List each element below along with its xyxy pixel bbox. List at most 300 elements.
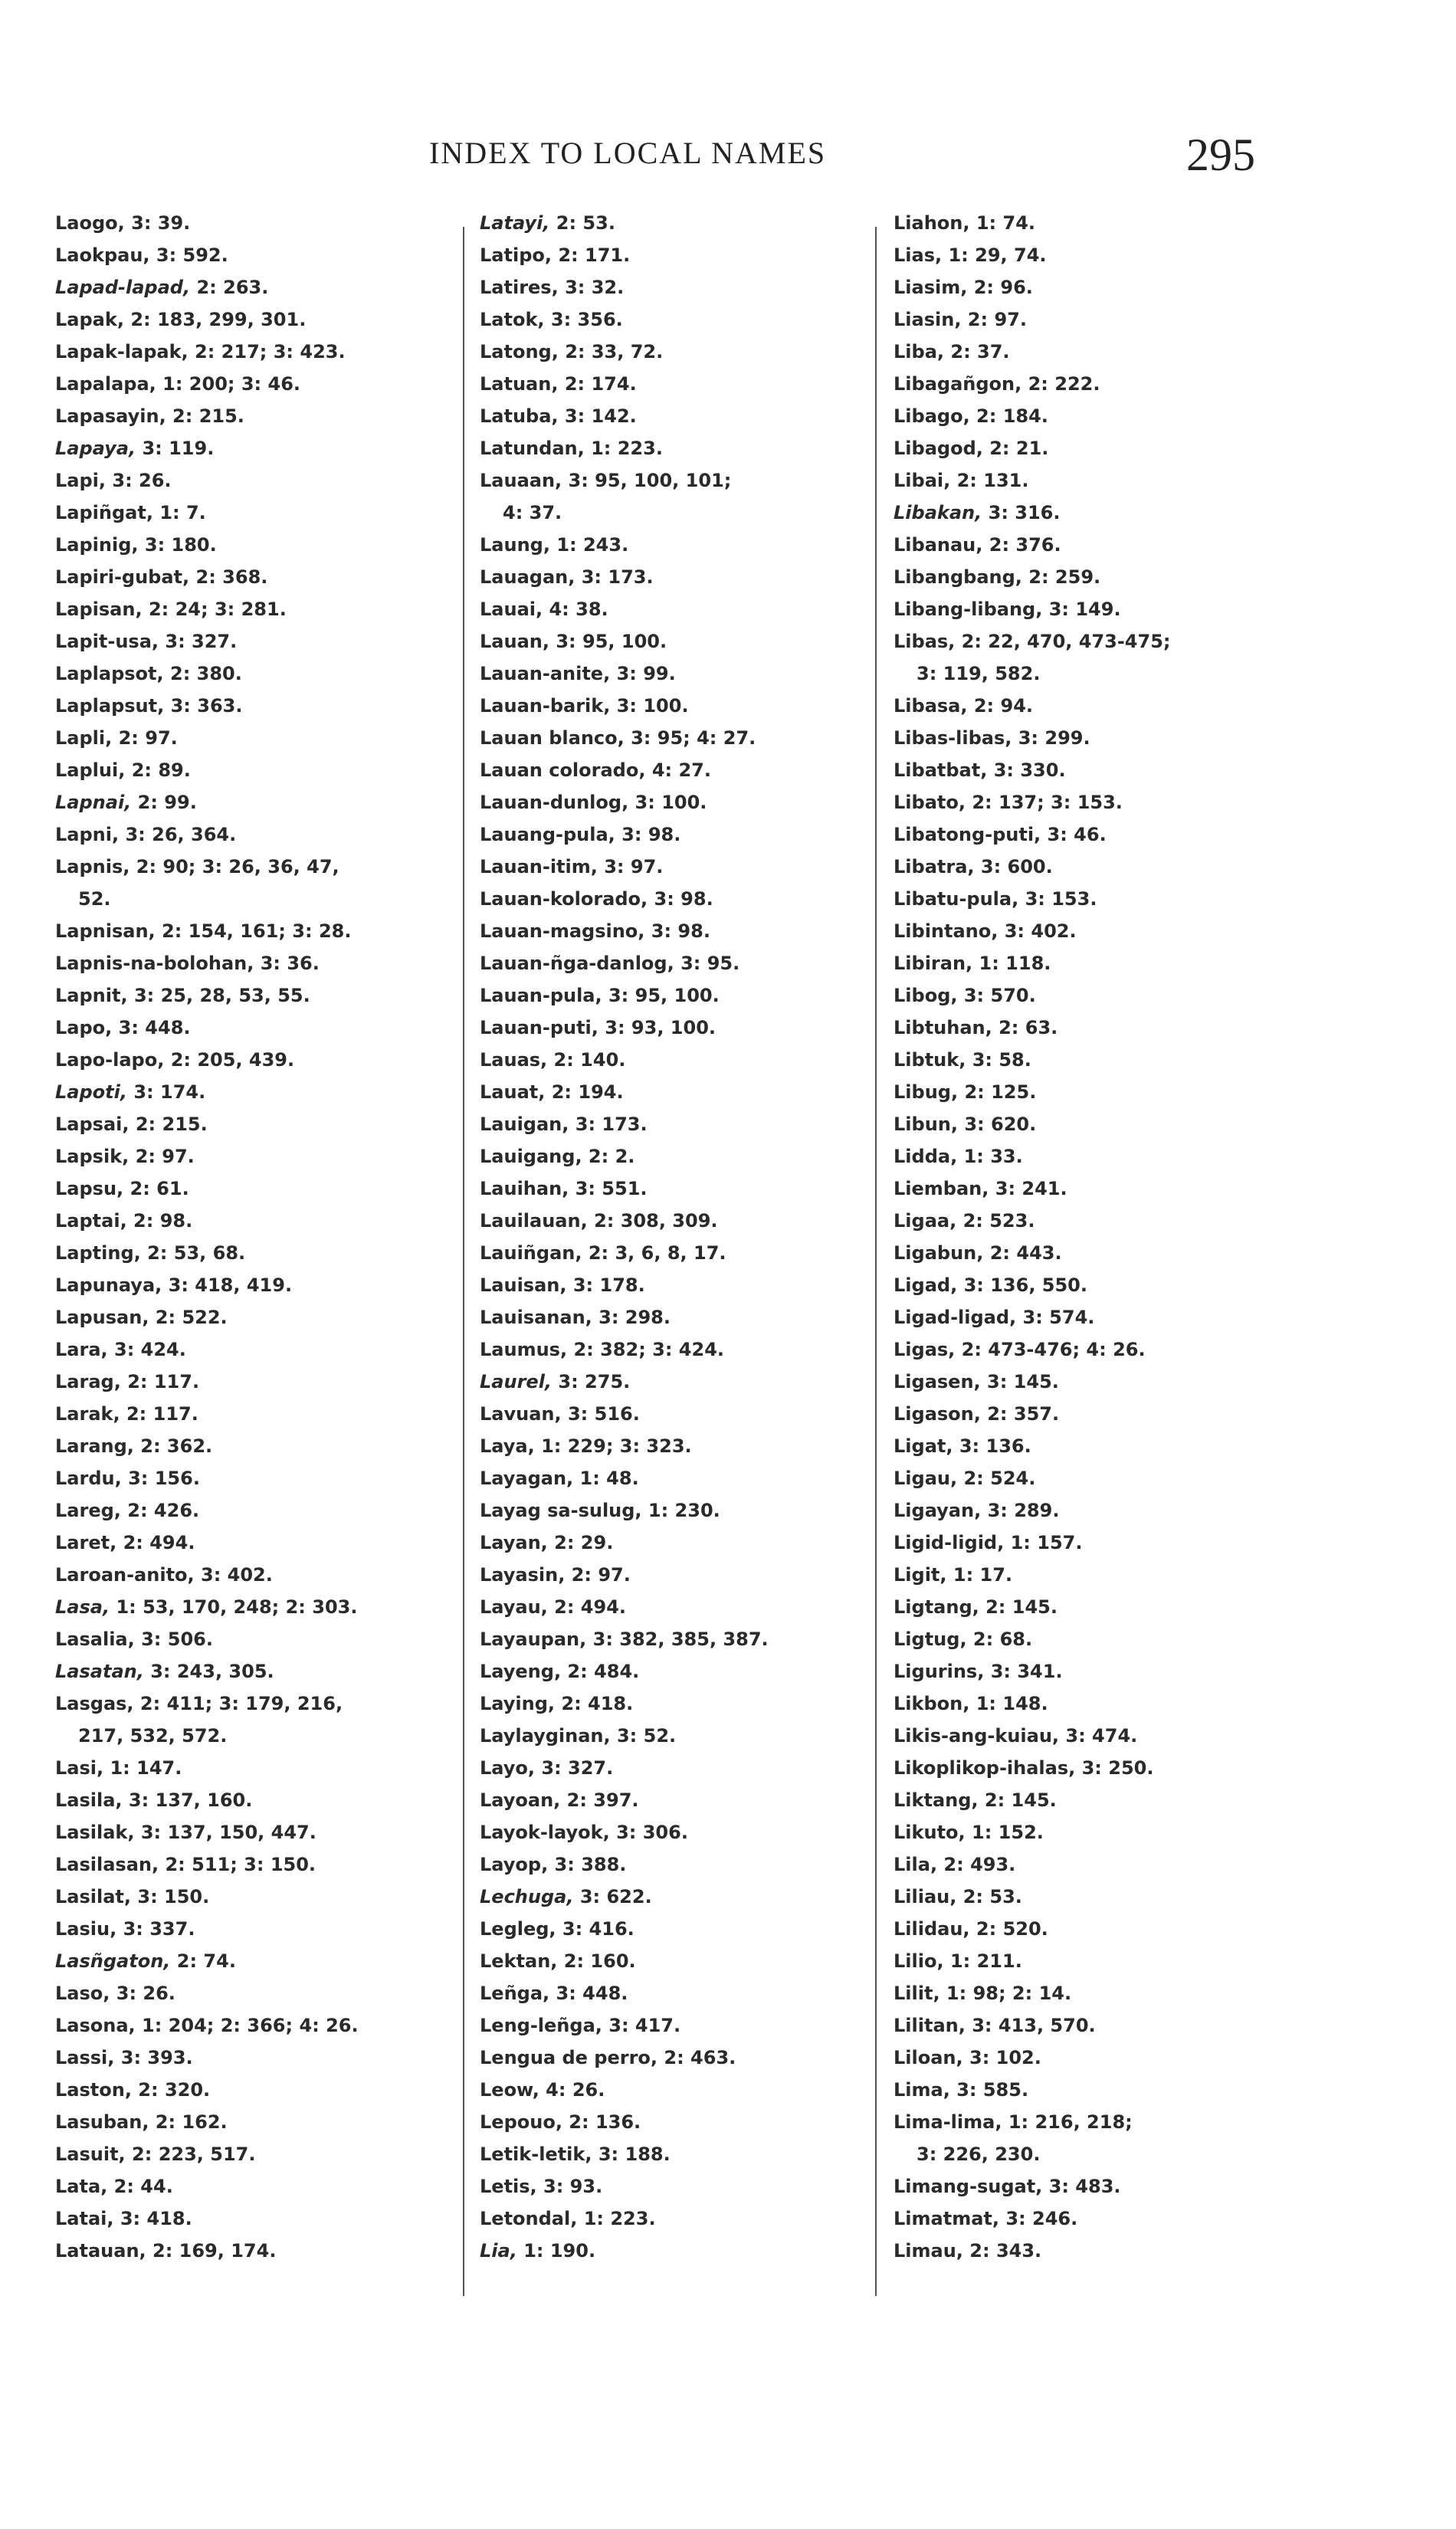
index-entry [894, 979, 1323, 1012]
entry-name: Larak, [55, 1403, 120, 1425]
index-entry [480, 1044, 863, 1076]
entry-name: Libtuk, [894, 1049, 966, 1071]
index-entry [894, 1366, 1323, 1398]
entry-name: Laung, [480, 534, 550, 556]
entry-references: 1: 200; 3: 46. [162, 373, 301, 395]
entry-references: 2: 22, 470, 473-475; [961, 631, 1171, 652]
index-entry [480, 529, 863, 561]
entry-references: 2: 171. [558, 244, 631, 266]
entry-name: Leow, [480, 2079, 539, 2101]
entry-references: 3: 98. [651, 920, 710, 942]
index-entry [894, 915, 1323, 947]
entry-name: Libang-libang, [894, 599, 1043, 620]
entry-references: 2: 418. [561, 1693, 634, 1714]
index-entry [55, 593, 438, 625]
index-entry [894, 2170, 1323, 2203]
index-entry [55, 271, 438, 303]
index-entry [55, 979, 438, 1012]
index-entry [55, 1108, 438, 1140]
index-entry [55, 529, 438, 561]
entry-references: 3: 173. [581, 566, 654, 588]
entry-name: Lektan, [480, 1950, 558, 1972]
index-entry [55, 1977, 438, 2009]
entry-name: Libun, [894, 1114, 958, 1135]
entry-references: 2: 343. [969, 2240, 1042, 2262]
index-entry [55, 915, 438, 947]
entry-references: 3: 620. [964, 1114, 1037, 1135]
entry-references: 3: 93, 100. [605, 1017, 717, 1038]
index-entry [480, 207, 863, 239]
entry-name: Lapiri-gubat, [55, 566, 190, 588]
entry-references: 1: 148. [976, 1693, 1048, 1714]
index-entry [55, 207, 438, 239]
index-entry [480, 1623, 863, 1655]
entry-references: 3: 363. [170, 695, 243, 717]
entry-references: 3: 52. [616, 1725, 677, 1747]
entry-name: Layop, [480, 1854, 549, 1875]
entry-name: Lapiñgat, [55, 502, 153, 523]
index-entry [55, 690, 438, 722]
entry-name: Lasilasan, [55, 1854, 159, 1875]
index-entry [894, 1237, 1323, 1269]
index-column-3 [894, 207, 1323, 2267]
entry-references: 2: 524. [963, 1468, 1036, 1489]
entry-name: Latires, [480, 277, 559, 298]
entry-references: 3: 418. [120, 2208, 192, 2229]
index-entry [894, 271, 1323, 303]
entry-references: 2: 320. [138, 2079, 211, 2101]
entry-references: 2: 222. [1028, 373, 1100, 395]
entry-references: 2: 94. [973, 695, 1034, 717]
index-entry [55, 1688, 438, 1752]
entry-references: 3: 100. [616, 695, 689, 717]
entry-references: 3: 246. [1005, 2208, 1078, 2229]
entry-name: Leng-leñga, [480, 2015, 602, 2036]
entry-name: Ligau, [894, 1468, 958, 1489]
entry-name: Laokpau, [55, 244, 150, 266]
index-entry [480, 2138, 863, 2170]
entry-references: 2: 426. [127, 1500, 200, 1521]
entry-references: 2: 68. [972, 1629, 1033, 1650]
entry-references: 3: 174. [133, 1081, 206, 1103]
entry-references: 1: 53, 170, 248; 2: 303. [116, 1596, 358, 1618]
entry-references: 1: 190. [523, 2240, 596, 2262]
entry-name: Leñga, [480, 1983, 550, 2004]
index-entry [480, 658, 863, 690]
entry-references: 2: 169, 174. [152, 2240, 277, 2262]
index-entry [55, 1494, 438, 1527]
entry-references-continued: 4: 37. [503, 502, 562, 523]
entry-references: 2: 520. [976, 1918, 1048, 1940]
entry-name: Lapalapa, [55, 373, 156, 395]
entry-name: Ligurins, [894, 1661, 985, 1682]
index-entry [55, 1301, 438, 1333]
entry-references-continued: 3: 119, 582. [917, 663, 1041, 684]
index-entry [894, 1655, 1323, 1688]
index-entry [480, 368, 863, 400]
entry-references: 1: 223. [591, 438, 663, 459]
index-entry [55, 1140, 438, 1173]
index-entry [55, 1044, 438, 1076]
entry-name: Liasim, [894, 277, 968, 298]
index-entry [55, 1205, 438, 1237]
index-entry [480, 1012, 863, 1044]
entry-references: 1: 7. [159, 502, 206, 523]
index-entry [480, 1430, 863, 1462]
entry-name: Letis, [480, 2176, 537, 2197]
entry-references: 2: 443. [989, 1242, 1062, 1264]
entry-name: Lauigang, [480, 1146, 582, 1167]
entry-references: 3: 474. [1065, 1725, 1138, 1747]
entry-references: 2: 145. [985, 1596, 1058, 1618]
entry-references: 3: 142. [564, 405, 637, 427]
entry-references: 3: 574. [1022, 1307, 1095, 1328]
index-entry [55, 786, 438, 818]
index-entry [480, 1237, 863, 1269]
index-entry [480, 1655, 863, 1688]
entry-name: Libas-libas, [894, 727, 1012, 749]
entry-name: Lasalia, [55, 1629, 135, 1650]
entry-name: Lapak, [55, 309, 124, 330]
index-entry [894, 497, 1323, 529]
entry-name: Ligtang, [894, 1596, 979, 1618]
page-number: 295 [1186, 130, 1255, 180]
index-entry [55, 303, 438, 336]
entry-name: Laplapsut, [55, 695, 165, 717]
entry-references: 3: 316. [988, 502, 1061, 523]
index-entry [55, 1366, 438, 1398]
entry-references: 2: 493. [943, 1854, 1016, 1875]
entry-name: Lilit, [894, 1983, 940, 2004]
entry-references: 2: 61. [130, 1178, 189, 1199]
index-entry [55, 1462, 438, 1494]
entry-name: Lauan-pula, [480, 985, 602, 1006]
index-entry [480, 336, 863, 368]
index-entry [480, 786, 863, 818]
entry-references-continued: 217, 532, 572. [78, 1725, 228, 1747]
index-entry [894, 1012, 1323, 1044]
entry-name: Lapinig, [55, 534, 139, 556]
index-entry [894, 1977, 1323, 2009]
index-entry [480, 722, 863, 754]
entry-name: Lechuga, [480, 1886, 574, 1907]
entry-references: 3: 156. [128, 1468, 200, 1489]
entry-references: 2: 145. [984, 1789, 1057, 1811]
entry-references: 2: 362. [140, 1435, 213, 1457]
index-entry [55, 1398, 438, 1430]
entry-name: Libatbat, [894, 759, 988, 781]
entry-references: 3: 102. [969, 2047, 1041, 2068]
entry-references: 3: 100. [635, 792, 707, 813]
entry-name: Layaupan, [480, 1629, 587, 1650]
entry-name: Lassi, [55, 2047, 115, 2068]
entry-name: Ligasen, [894, 1371, 981, 1392]
index-entry [55, 336, 438, 368]
index-entry [480, 303, 863, 336]
entry-references: 1: 118. [979, 953, 1051, 974]
entry-name: Lasiu, [55, 1918, 117, 1940]
entry-references: 3: 58. [972, 1049, 1031, 1071]
entry-name: Layo, [480, 1757, 535, 1779]
entry-references: 3: 149. [1048, 599, 1121, 620]
index-entry [894, 2074, 1323, 2106]
entry-references: 2: 117. [126, 1403, 198, 1425]
index-entry [894, 1044, 1323, 1076]
entry-name: Liba, [894, 341, 945, 362]
index-entry [55, 239, 438, 271]
index-entry [480, 754, 863, 786]
entry-references: 3: 289. [987, 1500, 1060, 1521]
index-entry [55, 2235, 438, 2267]
index-entry [480, 239, 863, 271]
index-entry [894, 818, 1323, 851]
entry-references: 2: 2. [588, 1146, 635, 1167]
index-entry [480, 1945, 863, 1977]
entry-references: 2: 215. [135, 1114, 208, 1135]
entry-references: 1: 204; 2: 366; 4: 26. [142, 2015, 359, 2036]
entry-references: 2: 131. [956, 470, 1029, 491]
entry-references: 2: 24; 3: 281. [148, 599, 287, 620]
entry-references: 3: 551. [575, 1178, 648, 1199]
entry-references-continued: 3: 226, 230. [917, 2144, 1041, 2165]
entry-references: 3: 153. [1025, 888, 1097, 910]
index-entry [894, 2203, 1323, 2235]
entry-name: Lauagan, [480, 566, 576, 588]
entry-references: 3: 95. [680, 953, 740, 974]
entry-name: Likuto, [894, 1822, 966, 1843]
index-entry [894, 1623, 1323, 1655]
entry-name: Lareg, [55, 1500, 121, 1521]
entry-name: Legleg, [480, 1918, 556, 1940]
entry-name: Lapni, [55, 824, 120, 845]
index-entry [55, 2203, 438, 2235]
entry-name: Layok-layok, [480, 1822, 610, 1843]
entry-name: Lauisanan, [480, 1307, 592, 1328]
index-entry [480, 400, 863, 432]
entry-references: 2: 382; 3: 424. [573, 1339, 725, 1360]
entry-references: 1: 74. [976, 212, 1036, 234]
index-entry [894, 1720, 1323, 1752]
entry-name: Libtuhan, [894, 1017, 992, 1038]
index-entry [55, 1237, 438, 1269]
entry-name: Latuan, [480, 373, 559, 395]
entry-name: Libai, [894, 470, 951, 491]
entry-references: 3: 95, 100, 101; [568, 470, 732, 491]
index-entry [480, 1076, 863, 1108]
index-entry [894, 786, 1323, 818]
entry-references: 3: 39. [131, 212, 191, 234]
index-entry [894, 1784, 1323, 1816]
entry-references: 3: 402. [1004, 920, 1077, 942]
index-entry [894, 1559, 1323, 1591]
entry-references: 2: 63. [999, 1017, 1058, 1038]
index-entry [480, 1205, 863, 1237]
entry-name: Laplui, [55, 759, 126, 781]
entry-name: Latong, [480, 341, 559, 362]
entry-name: Laumus, [480, 1339, 568, 1360]
entry-name: Lapasayin, [55, 405, 166, 427]
entry-name: Ligad, [894, 1274, 958, 1296]
entry-name: Lapnisan, [55, 920, 156, 942]
entry-name: Liktang, [894, 1789, 979, 1811]
entry-references: 2: 259. [1028, 566, 1101, 588]
entry-name: Lauan-itim, [480, 856, 598, 877]
index-entry [55, 1173, 438, 1205]
column-divider [463, 227, 464, 2296]
entry-name: Libintano, [894, 920, 999, 942]
entry-references: 3: 97. [604, 856, 664, 877]
entry-name: Lima, [894, 2079, 950, 2101]
index-entry [894, 1591, 1323, 1623]
entry-name: Latuba, [480, 405, 559, 427]
entry-references-continued: 52. [78, 888, 111, 910]
entry-name: Libakan, [894, 502, 982, 523]
entry-name: Lauilauan, [480, 1210, 588, 1232]
entry-name: Ligtug, [894, 1629, 967, 1650]
entry-name: Ligayan, [894, 1500, 982, 1521]
index-entry [55, 497, 438, 529]
index-entry [55, 625, 438, 658]
entry-name: Libog, [894, 985, 958, 1006]
index-entry [894, 1108, 1323, 1140]
entry-name: Lauai, [480, 599, 543, 620]
entry-references: 2: 263. [196, 277, 269, 298]
entry-name: Lasgas, [55, 1693, 134, 1714]
index-entry [55, 1333, 438, 1366]
index-entry [55, 1076, 438, 1108]
entry-references: 3: 178. [572, 1274, 645, 1296]
entry-references: 3: 382, 385, 387. [592, 1629, 769, 1650]
entry-name: Laying, [480, 1693, 556, 1714]
index-entry [894, 2042, 1323, 2074]
entry-name: Lasi, [55, 1757, 104, 1779]
entry-references: 3: 402. [201, 1564, 273, 1586]
index-entry [894, 625, 1323, 690]
entry-name: Latipo, [480, 244, 552, 266]
entry-name: Letondal, [480, 2208, 578, 2229]
entry-name: Lasatan, [55, 1661, 144, 1682]
entry-name: Libas, [894, 631, 956, 652]
entry-name: Lapsai, [55, 1114, 130, 1135]
entry-references: 2: 53, 68. [147, 1242, 246, 1264]
index-entry [894, 1430, 1323, 1462]
entry-references: 3: 622. [579, 1886, 652, 1907]
entry-name: Lidda, [894, 1146, 958, 1167]
entry-references: 2: 215. [172, 405, 244, 427]
entry-name: Lauan-anite, [480, 663, 611, 684]
index-entry [480, 1333, 863, 1366]
entry-references: 1: 243. [556, 534, 629, 556]
index-entry [894, 1301, 1323, 1333]
index-entry [894, 947, 1323, 979]
entry-references: 3: 119. [142, 438, 215, 459]
entry-name: Laso, [55, 1983, 110, 2004]
entry-references: 1: 157. [1010, 1532, 1083, 1553]
entry-references: 2: 53. [962, 1886, 1022, 1907]
entry-references: 2: 137; 3: 153. [972, 792, 1123, 813]
page-title: INDEX TO LOCAL NAMES [429, 136, 827, 170]
index-entry [894, 1945, 1323, 1977]
index-entry [480, 1269, 863, 1301]
entry-references: 3: 306. [616, 1822, 688, 1843]
entry-references: 3: 26. [112, 470, 172, 491]
entry-references: 3: 600. [980, 856, 1053, 877]
entry-name: Layau, [480, 1596, 548, 1618]
entry-references: 3: 483. [1048, 2176, 1121, 2197]
entry-name: Lapnis, [55, 856, 130, 877]
index-entry [55, 1430, 438, 1462]
entry-name: Lauas, [480, 1049, 548, 1071]
index-entry [894, 1173, 1323, 1205]
index-entry [480, 1913, 863, 1945]
index-entry [894, 1140, 1323, 1173]
entry-name: Lapaya, [55, 438, 136, 459]
entry-references: 2: 125. [964, 1081, 1037, 1103]
entry-references: 1: 33. [963, 1146, 1023, 1167]
entry-references: 2: 136. [569, 2111, 641, 2133]
entry-name: Lavuan, [480, 1403, 562, 1425]
index-entry [894, 400, 1323, 432]
entry-references: 2: 174. [564, 373, 637, 395]
index-entry [55, 722, 438, 754]
index-entry [55, 1527, 438, 1559]
entry-name: Lapoti, [55, 1081, 127, 1103]
index-entry [480, 271, 863, 303]
entry-name: Lasuit, [55, 2144, 126, 2165]
index-entry [55, 658, 438, 690]
index-entry [894, 1494, 1323, 1527]
entry-name: Lapo-lapo, [55, 1049, 165, 1071]
entry-references: 2: 376. [989, 534, 1061, 556]
entry-name: Lauan colorado, [480, 759, 646, 781]
index-entry [55, 1655, 438, 1688]
entry-name: Larang, [55, 1435, 134, 1457]
entry-references: 2: 53. [556, 212, 615, 234]
index-entry [894, 2009, 1323, 2042]
entry-references: 3: 592. [156, 244, 228, 266]
entry-name: Latok, [480, 309, 545, 330]
entry-name: Laya, [480, 1435, 535, 1457]
index-entry [894, 1333, 1323, 1366]
entry-name: Laurel, [480, 1371, 553, 1392]
entry-name: Lauan-kolorado, [480, 888, 648, 910]
index-entry [480, 625, 863, 658]
entry-name: Ligas, [894, 1339, 956, 1360]
index-entry [480, 1494, 863, 1527]
entry-name: Libangbang, [894, 566, 1022, 588]
entry-name: Liloan, [894, 2047, 963, 2068]
entry-references: 3: 98. [621, 824, 681, 845]
entry-name: Libagañgon, [894, 373, 1022, 395]
entry-name: Ligad-ligad, [894, 1307, 1017, 1328]
entry-name: Lauan-ñga-danlog, [480, 953, 674, 974]
entry-references: 2: 473-476; 4: 26. [961, 1339, 1146, 1360]
entry-references: 1: 48. [579, 1468, 639, 1489]
index-entry [480, 432, 863, 464]
entry-name: Laroan-anito, [55, 1564, 195, 1586]
entry-name: Layasin, [480, 1564, 566, 1586]
entry-references: 1: 17. [953, 1564, 1013, 1586]
entry-name: Lapad-lapad, [55, 277, 191, 298]
entry-references: 2: 97. [571, 1564, 631, 1586]
entry-name: Lima-lima, [894, 2111, 1002, 2133]
entry-references: 3: 413, 570. [972, 2015, 1096, 2036]
entry-references: 2: 484. [567, 1661, 640, 1682]
entry-name: Libanau, [894, 534, 983, 556]
entry-references: 2: 96. [973, 277, 1033, 298]
entry-name: Lapsik, [55, 1146, 130, 1167]
index-entry [55, 947, 438, 979]
